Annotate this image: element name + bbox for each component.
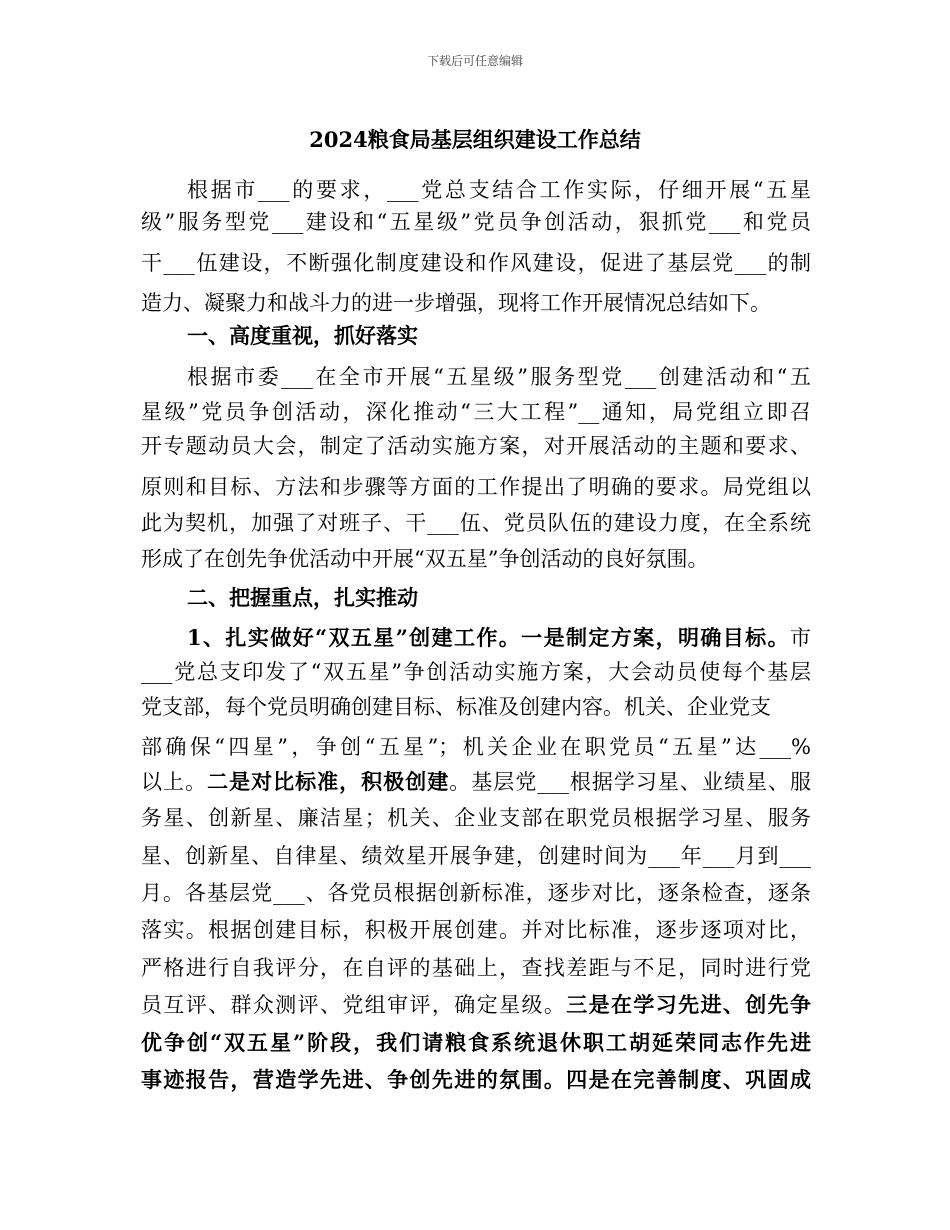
text: 以上。 bbox=[141, 770, 208, 794]
text-line bbox=[141, 398, 811, 426]
text-line bbox=[141, 1029, 811, 1057]
text-line bbox=[141, 289, 811, 317]
text: 级”服务型党___建设和“五星级”党员争创活动，狠抓党___和党员 bbox=[141, 210, 811, 234]
text: 开专题动员大会，制定了活动实施方案，对开展活动的主题和要求、 bbox=[141, 434, 811, 458]
text: 。基层党___根据学习星、业绩星、服 bbox=[449, 770, 812, 794]
text-line bbox=[187, 363, 811, 391]
text-line bbox=[141, 658, 811, 686]
page-header: 下载后可任意编辑 bbox=[426, 54, 523, 68]
bold-text: 二是对比标准，积极创建 bbox=[207, 769, 450, 794]
text-line bbox=[141, 768, 811, 796]
text-line bbox=[141, 842, 811, 870]
text-line bbox=[141, 545, 811, 573]
text-line bbox=[141, 804, 811, 832]
text: 星、创新星、自律星、绩效星开展争建，创建时间为___年___月到___ bbox=[141, 844, 811, 868]
text-line bbox=[187, 584, 811, 612]
text-line bbox=[141, 693, 811, 721]
text: 党支部，每个党员明确创建目标、标准及创建内容。机关、企业党支 bbox=[141, 695, 771, 719]
bold-text: 1、扎实做好“双五星”创建工作。一是制定方案，明确目标。 bbox=[187, 625, 790, 650]
bold-text: 三是在学习先进、创先争 bbox=[566, 992, 812, 1017]
text: 根据市委___在全市开展“五星级”服务型党___创建活动和“五 bbox=[187, 365, 811, 389]
text: 星级”党员争创活动，深化推动“三大工程”__通知，局党组立即召 bbox=[141, 400, 811, 424]
text-line bbox=[187, 322, 811, 350]
bold-text: 二、把握重点，扎实推动 bbox=[187, 585, 418, 610]
text-line bbox=[141, 879, 811, 907]
document-title: 2024粮食局基层组织建设工作总结 bbox=[309, 127, 641, 152]
text-line bbox=[141, 916, 811, 944]
text: 此为契机，加强了对班子、干___伍、党员队伍的建设力度，在全系统 bbox=[141, 511, 811, 535]
text-line bbox=[187, 176, 811, 204]
bold-text: 优争创“双五星”阶段，我们请粮食系统退休职工胡延荣同志作先进 bbox=[141, 1030, 811, 1055]
text: 干___伍建设，不断强化制度建设和作风建设，促进了基层党___的制 bbox=[141, 251, 811, 275]
text-line bbox=[141, 954, 811, 982]
text-line bbox=[141, 991, 811, 1019]
text-line bbox=[141, 249, 811, 277]
text-line bbox=[141, 432, 811, 460]
text: 月。各基层党___、各党员根据创新标准，逐步对比，逐条检查，逐条 bbox=[141, 881, 811, 905]
text: 原则和目标、方法和步骤等方面的工作提出了明确的要求。局党组以 bbox=[141, 475, 811, 499]
text-line bbox=[141, 509, 811, 537]
text: 造力、凝聚力和战斗力的进一步增强，现将工作开展情况总结如下。 bbox=[141, 291, 771, 315]
text-line bbox=[187, 624, 811, 652]
bold-text: 事迹报告，营造学先进、争创先进的氛围。四是在完善制度、巩固成 bbox=[141, 1067, 811, 1092]
text: 落实。根据创建目标，积极开展创建。并对比标准，逐步逐项对比， bbox=[141, 918, 811, 942]
text-line bbox=[141, 1066, 811, 1094]
text: 务星、创新星、廉洁星；机关、企业支部在职党员根据学习星、服务 bbox=[141, 806, 811, 830]
text-line bbox=[141, 473, 811, 501]
text: 部确保“四星”，争创“五星”；机关企业在职党员“五星”达___% bbox=[141, 735, 811, 759]
text: 市 bbox=[790, 626, 811, 650]
text: 严格进行自我评分，在自评的基础上，查找差距与不足，同时进行党 bbox=[141, 956, 811, 980]
text: 根据市___的要求，___党总支结合工作实际，仔细开展“五星 bbox=[187, 178, 811, 202]
text: ___党总支印发了“双五星”争创活动实施方案，大会动员使每个基层 bbox=[141, 660, 811, 684]
bold-text: 一、高度重视，抓好落实 bbox=[187, 323, 418, 348]
text: 员互评、群众测评、党组审评，确定星级。 bbox=[141, 993, 567, 1017]
text: 形成了在创先争优活动中开展“双五星”争创活动的良好氛围。 bbox=[141, 547, 709, 571]
text-line bbox=[141, 208, 811, 236]
text-line bbox=[141, 733, 811, 761]
